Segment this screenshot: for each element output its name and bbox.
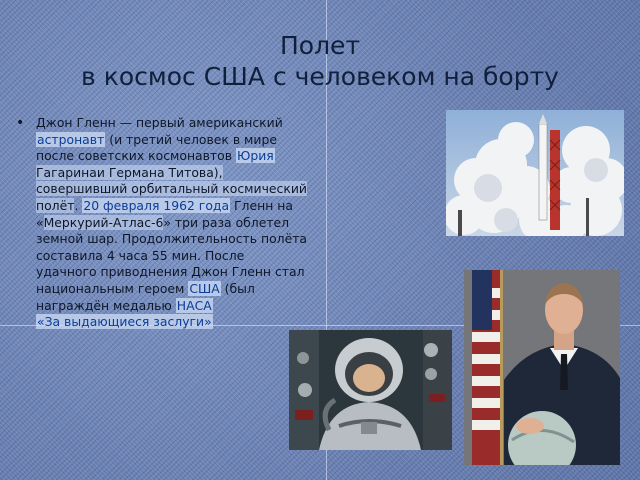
john-glenn-portrait-photo [464,270,620,465]
rocket-launch-photo [446,110,624,236]
astronaut-capsule-photo [289,330,452,450]
text-segment: Гленн на « [36,197,293,230]
astronaut-illustration [289,330,452,450]
text-segment: Гагаринаи Германа Титова), совершивший орбитальный космический полёт [36,164,307,213]
mercury-atlas-name: Меркурий-Атлас-6 [43,214,164,230]
link-astronaut[interactable]: астронавт [37,131,105,147]
link-usa[interactable]: США [189,280,220,296]
link-yuri-gagarin[interactable]: Юрия [236,148,274,164]
portrait-illustration [464,270,620,465]
text-segment: (был награждён медалью [36,280,255,313]
title-line-2: в космос США с человеком на борту [81,62,559,91]
text-segment: (и третий человек в мире после советских космонавтов [36,131,277,164]
link-award[interactable]: «За выдающиеся заслуги» [37,314,212,330]
text-segment: . [74,197,83,213]
rocket-launch-illustration [446,110,624,236]
bullet-dot-icon: • [16,115,25,131]
title-line-1: Полет [279,31,361,60]
bullet-paragraph [16,115,308,331]
slide-title [0,30,640,92]
link-date[interactable]: 20 февраля 1962 года [83,197,230,213]
text-segment: Джон Гленн — первый американский [36,115,283,130]
text-segment: » три раза облетел земной шар. Продолжительность полёта составила 4 часа 55 мин. После удачного приводнения Джон Гленн стал национальным героем [36,214,308,296]
link-nasa[interactable]: НАСА [176,297,212,313]
